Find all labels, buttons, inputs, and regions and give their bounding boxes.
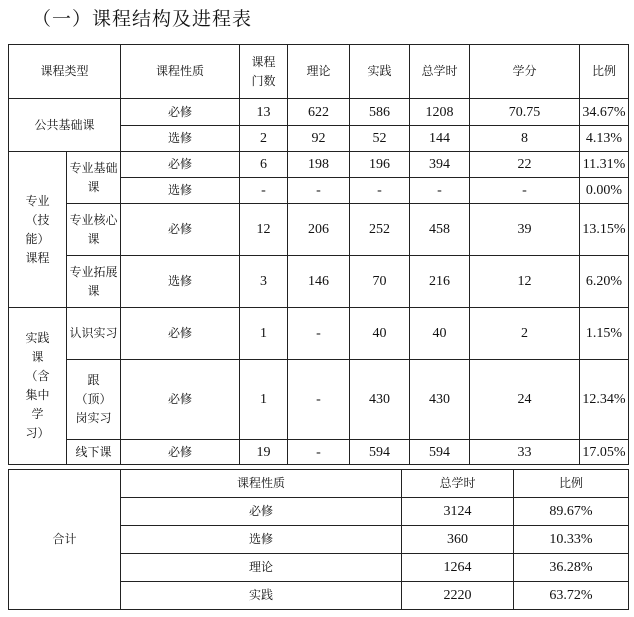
hours-cell: - (410, 178, 470, 204)
sub-category-professional-extension (67, 256, 121, 308)
category-public-basic: 公共基础课 (9, 99, 121, 152)
practice-cell: 594 (350, 440, 410, 465)
ratio-cell: 17.05% (580, 440, 629, 465)
header-course-nature: 课程性质 (121, 45, 240, 99)
header-practice: 实践 (350, 45, 410, 99)
nature-cell: 必修 (121, 152, 240, 178)
ratio-cell: 4.13% (580, 126, 629, 152)
sub-category-cognitive-internship (67, 308, 121, 360)
credit-cell: 12 (470, 256, 580, 308)
practice-cell: - (350, 178, 410, 204)
header-theory: 理论 (288, 45, 350, 99)
table-row (9, 360, 629, 440)
count-cell: 3 (240, 256, 288, 308)
theory-cell: - (288, 178, 350, 204)
header-ratio: 比例 (580, 45, 629, 99)
credit-cell: 22 (470, 152, 580, 178)
summary-hours-cell: 360 (402, 526, 514, 554)
hours-cell: 458 (410, 204, 470, 256)
count-cell: 1 (240, 308, 288, 360)
count-cell: 1 (240, 360, 288, 440)
count-cell: 12 (240, 204, 288, 256)
nature-cell: 选修 (121, 178, 240, 204)
nature-cell: 必修 (121, 440, 240, 465)
ratio-cell: 12.34% (580, 360, 629, 440)
course-structure-table (8, 44, 629, 465)
sub-category-professional-basic (67, 152, 121, 204)
summary-ratio-cell: 63.72% (514, 582, 629, 610)
theory-cell: 92 (288, 126, 350, 152)
summary-nature-cell: 选修 (121, 526, 402, 554)
credit-cell: 33 (470, 440, 580, 465)
summary-ratio-cell: 89.67% (514, 498, 629, 526)
summary-nature-cell: 必修 (121, 498, 402, 526)
credit-cell: - (470, 178, 580, 204)
credit-cell: 8 (470, 126, 580, 152)
sub-category-text: 认识实习 (69, 326, 118, 340)
practice-cell: 252 (350, 204, 410, 256)
credit-cell: 70.75 (470, 99, 580, 126)
table-row (9, 204, 629, 256)
header-course-count-text: 课程门数 (251, 54, 276, 88)
credit-cell: 39 (470, 204, 580, 256)
category-professional (9, 152, 67, 308)
table-row (9, 256, 629, 308)
sub-category-post-internship (67, 360, 121, 440)
count-cell: 13 (240, 99, 288, 126)
nature-cell: 必修 (121, 204, 240, 256)
summary-header-ratio: 比例 (514, 470, 629, 498)
nature-cell: 必修 (121, 99, 240, 126)
hours-cell: 216 (410, 256, 470, 308)
nature-cell: 选修 (121, 126, 240, 152)
hours-cell: 40 (410, 308, 470, 360)
summary-header-nature: 课程性质 (121, 470, 402, 498)
ratio-cell: 11.31% (580, 152, 629, 178)
nature-cell: 必修 (121, 308, 240, 360)
practice-cell: 52 (350, 126, 410, 152)
hours-cell: 430 (410, 360, 470, 440)
sub-category-offline: 线下课 (67, 440, 121, 465)
credit-cell: 24 (470, 360, 580, 440)
nature-cell: 必修 (121, 360, 240, 440)
theory-cell: 206 (288, 204, 350, 256)
sub-category-professional-core (67, 204, 121, 256)
summary-header-row (9, 470, 629, 498)
practice-cell: 196 (350, 152, 410, 178)
sub-category-text: 专业基础课 (69, 160, 118, 194)
category-professional-text: 专业（技能）课程 (25, 193, 50, 265)
practice-cell: 40 (350, 308, 410, 360)
count-cell: 2 (240, 126, 288, 152)
count-cell: 19 (240, 440, 288, 465)
ratio-cell: 1.15% (580, 308, 629, 360)
table-row (9, 308, 629, 360)
summary-header-hours: 总学时 (402, 470, 514, 498)
table-title: （一）课程结构及进程表 (32, 8, 253, 30)
theory-cell: - (288, 308, 350, 360)
summary-nature-cell: 实践 (121, 582, 402, 610)
table-row (9, 99, 629, 126)
count-cell: 6 (240, 152, 288, 178)
header-total-hours: 总学时 (410, 45, 470, 99)
count-cell: - (240, 178, 288, 204)
theory-cell: 198 (288, 152, 350, 178)
category-practice (9, 308, 67, 465)
hours-cell: 144 (410, 126, 470, 152)
theory-cell: - (288, 360, 350, 440)
summary-hours-cell: 3124 (402, 498, 514, 526)
header-row (9, 45, 629, 99)
total-label: 合计 (9, 470, 121, 610)
theory-cell: 622 (288, 99, 350, 126)
hours-cell: 594 (410, 440, 470, 465)
sub-category-text: 专业拓展课 (69, 264, 118, 298)
table-row (9, 152, 629, 178)
ratio-cell: 34.67% (580, 99, 629, 126)
credit-cell: 2 (470, 308, 580, 360)
table-row (9, 440, 629, 465)
practice-cell: 430 (350, 360, 410, 440)
sub-category-text: 专业核心课 (69, 212, 118, 246)
summary-hours-cell: 1264 (402, 554, 514, 582)
summary-hours-cell: 2220 (402, 582, 514, 610)
header-course-type: 课程类型 (9, 45, 121, 99)
ratio-cell: 0.00% (580, 178, 629, 204)
hours-cell: 394 (410, 152, 470, 178)
summary-table (8, 469, 629, 610)
sub-category-text: 跟（顶）岗实习 (75, 373, 112, 425)
ratio-cell: 6.20% (580, 256, 629, 308)
category-practice-text: 实践课（含集中学习） (25, 331, 50, 440)
summary-nature-cell: 理论 (121, 554, 402, 582)
theory-cell: - (288, 440, 350, 465)
header-credits: 学分 (470, 45, 580, 99)
ratio-cell: 13.15% (580, 204, 629, 256)
summary-ratio-cell: 36.28% (514, 554, 629, 582)
summary-ratio-cell: 10.33% (514, 526, 629, 554)
practice-cell: 70 (350, 256, 410, 308)
nature-cell: 选修 (121, 256, 240, 308)
header-course-count (240, 45, 288, 99)
hours-cell: 1208 (410, 99, 470, 126)
practice-cell: 586 (350, 99, 410, 126)
theory-cell: 146 (288, 256, 350, 308)
